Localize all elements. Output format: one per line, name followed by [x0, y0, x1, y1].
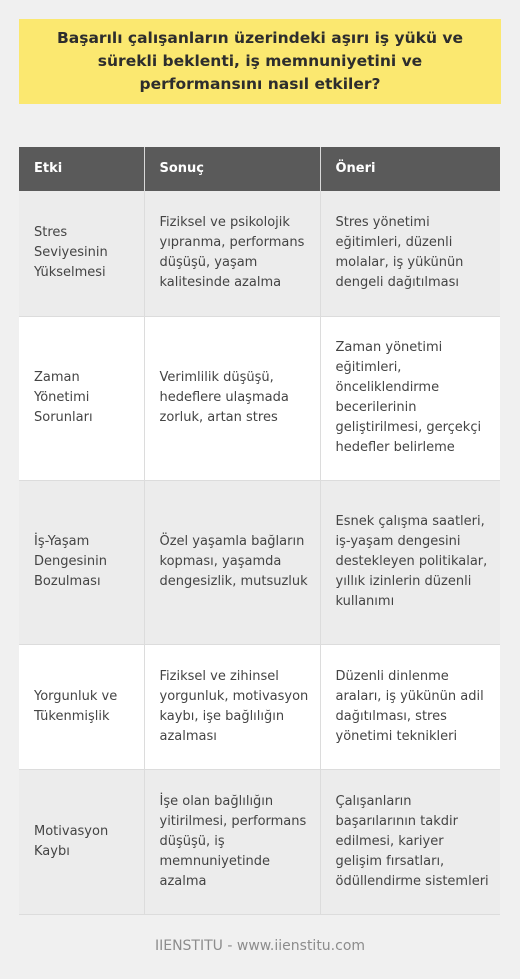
cell-etki: Motivasyon Kaybı — [19, 769, 144, 914]
table-row — [19, 316, 500, 480]
effects-table — [19, 147, 500, 915]
table-row — [19, 480, 500, 644]
cell-sonuc: Fiziksel ve psikolojik yıpranma, performans düşüşü, yaşam kalitesinde azalma — [144, 191, 320, 316]
cell-etki: Zaman Yönetimi Sorunları — [19, 316, 144, 480]
cell-etki: Stres Seviyesinin Yükselmesi — [19, 191, 144, 316]
header-etki: Etki — [19, 147, 144, 191]
table-header-row — [19, 147, 500, 191]
table-row — [19, 191, 500, 316]
title-banner — [19, 19, 501, 104]
table-row — [19, 644, 500, 769]
table-row — [19, 769, 500, 914]
cell-oneri: Stres yönetimi eğitimleri, düzenli molalar, iş yükünün dengeli dağıtılması — [320, 191, 500, 316]
cell-sonuc: İşe olan bağlılığın yitirilmesi, performans düşüşü, iş memnuniyetinde azalma — [144, 769, 320, 914]
cell-sonuc: Fiziksel ve zihinsel yorgunluk, motivasyon kaybı, işe bağlılığın azalması — [144, 644, 320, 769]
cell-oneri: Çalışanların başarılarının takdir edilmesi, kariyer gelişim fırsatları, ödüllendirme sistemleri — [320, 769, 500, 914]
footer-credit: IIENSTITU - www.iienstitu.com — [154, 938, 366, 954]
cell-sonuc: Verimlilik düşüşü, hedeflere ulaşmada zorluk, artan stres — [144, 316, 320, 480]
cell-sonuc: Özel yaşamla bağların kopması, yaşamda dengesizlik, mutsuzluk — [144, 480, 320, 644]
cell-etki: Yorgunluk ve Tükenmişlik — [19, 644, 144, 769]
header-oneri: Öneri — [320, 147, 500, 191]
cell-etki: İş-Yaşam Dengesinin Bozulması — [19, 480, 144, 644]
cell-oneri: Zaman yönetimi eğitimleri, önceliklendirme becerilerinin geliştirilmesi, gerçekçi hedefler belirleme — [320, 316, 500, 480]
page-title: Başarılı çalışanların üzerindeki aşırı iş yükü ve sürekli beklenti, iş memnuniyetini ve performansını nasıl etkiler? — [56, 29, 464, 93]
header-sonuc: Sonuç — [144, 147, 320, 191]
cell-oneri: Düzenli dinlenme araları, iş yükünün adil dağıtılması, stres yönetimi teknikleri — [320, 644, 500, 769]
cell-oneri: Esnek çalışma saatleri, iş-yaşam dengesini destekleyen politikalar, yıllık izinlerin düzenli kullanımı — [320, 480, 500, 644]
